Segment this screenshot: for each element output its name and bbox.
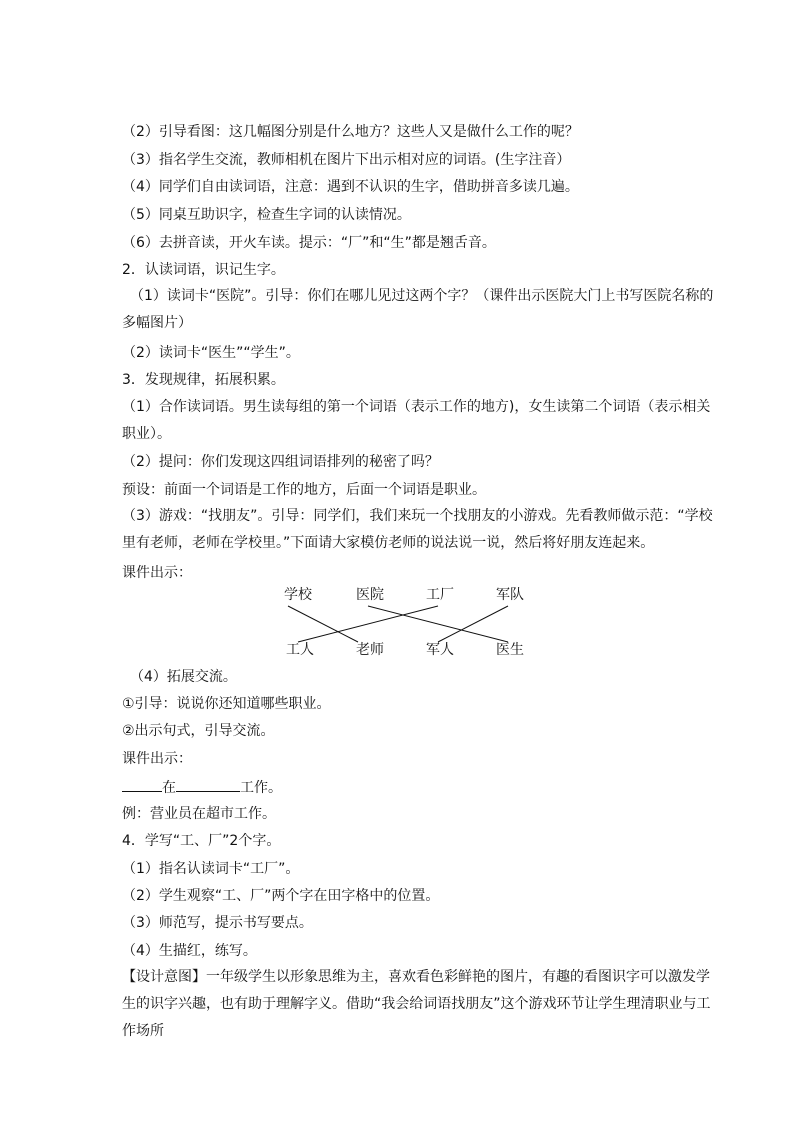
step-5-4: （4）生描红，练写。 [122, 943, 257, 959]
step-2-5: （6）去拼音读，开火车读。提示：“厂”和“生”都是翘舌音。 [122, 235, 496, 251]
link-school-teacher [288, 606, 358, 642]
section-heading-4: 4．学写“工、厂”2个字。 [122, 833, 281, 849]
link-army-soldier [438, 606, 508, 642]
step-4-4-2: ②出示句式，引导交流。 [122, 723, 275, 739]
job-doctor: 医生 [496, 642, 524, 658]
courseware-label-1: 课件出示： [122, 565, 192, 581]
matching-diagram [270, 584, 540, 664]
step-2-1: （2）引导看图：这几幅图分别是什么地方？这些人又是做什么工作的呢？ [122, 124, 579, 140]
example-sentence: 例：营业员在超市工作。 [122, 806, 276, 822]
step-5-2: （2）学生观察“工、厂”两个字在田字格中的位置。 [122, 888, 440, 904]
step-2-3: （4）同学们自由读词语，注意：遇到不认识的生字，借助拼音多读几遍。 [122, 179, 579, 195]
place-hospital: 医院 [356, 587, 384, 603]
step-5-3: （3）师范写，提示书写要点。 [122, 915, 313, 931]
design-intent: 【设计意图】一年级学生以形象思维为主，喜欢看色彩鲜艳的图片，有趣的看图识字可以激发学生的识字兴趣，也有助于理解字义。借助“我会给词语找朋友”这个游戏环节让学生理清职业与工作场所 [122, 969, 711, 1039]
link-factory-worker [298, 606, 438, 642]
section-heading-2: 2．认读词语，识记生字。 [122, 262, 285, 278]
pattern-in: 在 [162, 780, 176, 796]
pattern-work: 工作。 [240, 780, 282, 796]
step-3-1: （1）读词卡“医院”。引导：你们在哪儿见过这两个字？（课件出示医院大门上书写医院名称的多幅图片） [122, 288, 714, 331]
step-4-1: （1）合作读词语。男生读每组的第一个词语（表示工作的地方)，女生读第二个词语（表示相关职业）。 [122, 399, 711, 442]
job-teacher: 老师 [356, 642, 384, 658]
place-factory: 工厂 [426, 587, 454, 603]
blank-place [176, 777, 240, 792]
step-4-4: （4）拓展交流。 [130, 669, 237, 685]
job-worker: 工人 [286, 642, 314, 658]
preset-note: 预设：前面一个词语是工作的地方，后面一个词语是职业。 [122, 482, 486, 498]
step-4-2: （2）提问：你们发现这四组词语排列的秘密了吗？ [122, 454, 439, 470]
place-army: 军队 [496, 587, 524, 603]
section-heading-3: 3．发现规律，拓展积累。 [122, 372, 285, 388]
step-4-4-1: ①引导：说说你还知道哪些职业。 [122, 696, 331, 712]
link-hospital-doctor [368, 606, 508, 642]
step-4-3: （3）游戏：“找朋友”。引导：同学们，我们来玩一个找朋友的小游戏。先看教师做示范：“学校里有老师，老师在学校里。”下面请大家模仿老师的说法说一说，然后将好朋友连起来。 [122, 508, 713, 551]
sentence-pattern [122, 777, 282, 798]
step-2-2: （3）指名学生交流，教师相机在图片下出示相对应的词语。(生字注音） [122, 152, 571, 168]
step-5-1: （1）指名认读词卡“工厂”。 [122, 861, 300, 877]
job-soldier: 军人 [426, 642, 454, 658]
courseware-label-2: 课件出示： [122, 751, 192, 767]
step-3-2: （2）读词卡“医生”“学生”。 [122, 345, 300, 361]
blank-job [122, 777, 162, 792]
place-school: 学校 [284, 587, 312, 603]
step-2-4: （5）同桌互助识字，检查生字词的认读情况。 [122, 207, 411, 223]
